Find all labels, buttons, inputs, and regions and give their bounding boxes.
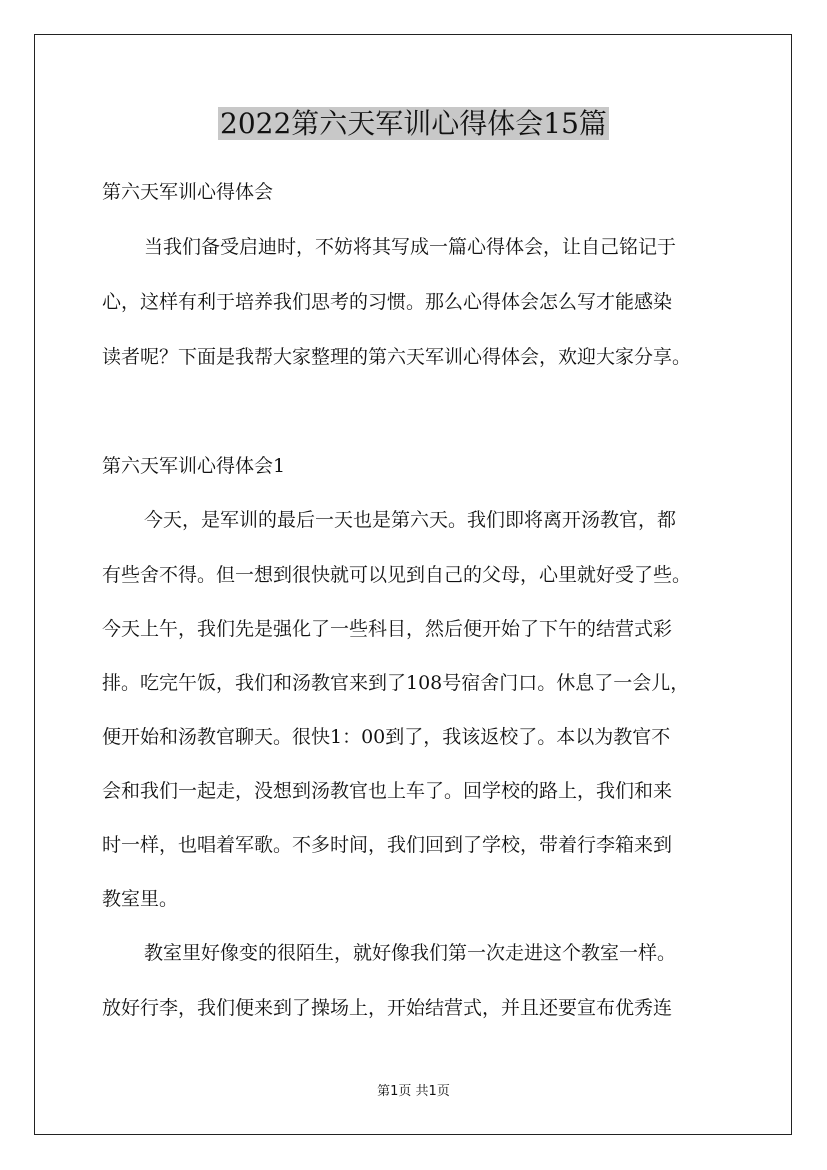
paragraph1-line-1: 今天，是军训的最后一天也是第六天。我们即将离开汤教官，都: [144, 509, 677, 531]
paragraph1-line-4: 排。吃完午饭，我们和汤教官来到了108号宿舍门口。休息了一会儿，: [102, 672, 690, 694]
document-title-text: 2022第六天军训心得体会15篇: [220, 107, 607, 140]
paragraph1-line-2: 有些舍不得。但一想到很快就可以见到自己的父母，心里就好受了些。: [102, 564, 692, 586]
document-title: [0, 104, 827, 144]
intro-line-3: 读者呢？下面是我帮大家整理的第六天军训心得体会，欢迎大家分享。: [102, 346, 692, 368]
intro-heading: 第六天军训心得体会: [102, 181, 274, 203]
paragraph1-line-3: 今天上午，我们先是强化了一些科目，然后便开始了下午的结营式彩: [102, 618, 673, 640]
intro-line-2: 心，这样有利于培养我们思考的习惯。那么心得体会怎么写才能感染: [102, 291, 673, 313]
paragraph1-line-5: 便开始和汤教官聊天。很快1：00到了，我该返校了。本以为教官不: [102, 726, 671, 748]
paragraph2-line-2: 放好行李，我们便来到了操场上，开始结营式，并且还要宣布优秀连: [102, 997, 673, 1019]
intro-line-1: 当我们备受启迪时，不妨将其写成一篇心得体会，让自己铭记于: [144, 236, 677, 258]
page-number-footer: 第1页 共1页: [377, 1084, 450, 1099]
paragraph1-line-7: 时一样，也唱着军歌。不多时间，我们回到了学校，带着行李箱来到: [102, 834, 673, 856]
paragraph2-line-1: 教室里好像变的很陌生，就好像我们第一次走进这个教室一样。: [144, 942, 677, 964]
paragraph1-line-8: 教室里。: [102, 888, 179, 910]
section1-heading: 第六天军训心得体会1: [102, 455, 286, 477]
paragraph1-line-6: 会和我们一起走，没想到汤教官也上车了。回学校的路上，我们和来: [102, 780, 673, 802]
